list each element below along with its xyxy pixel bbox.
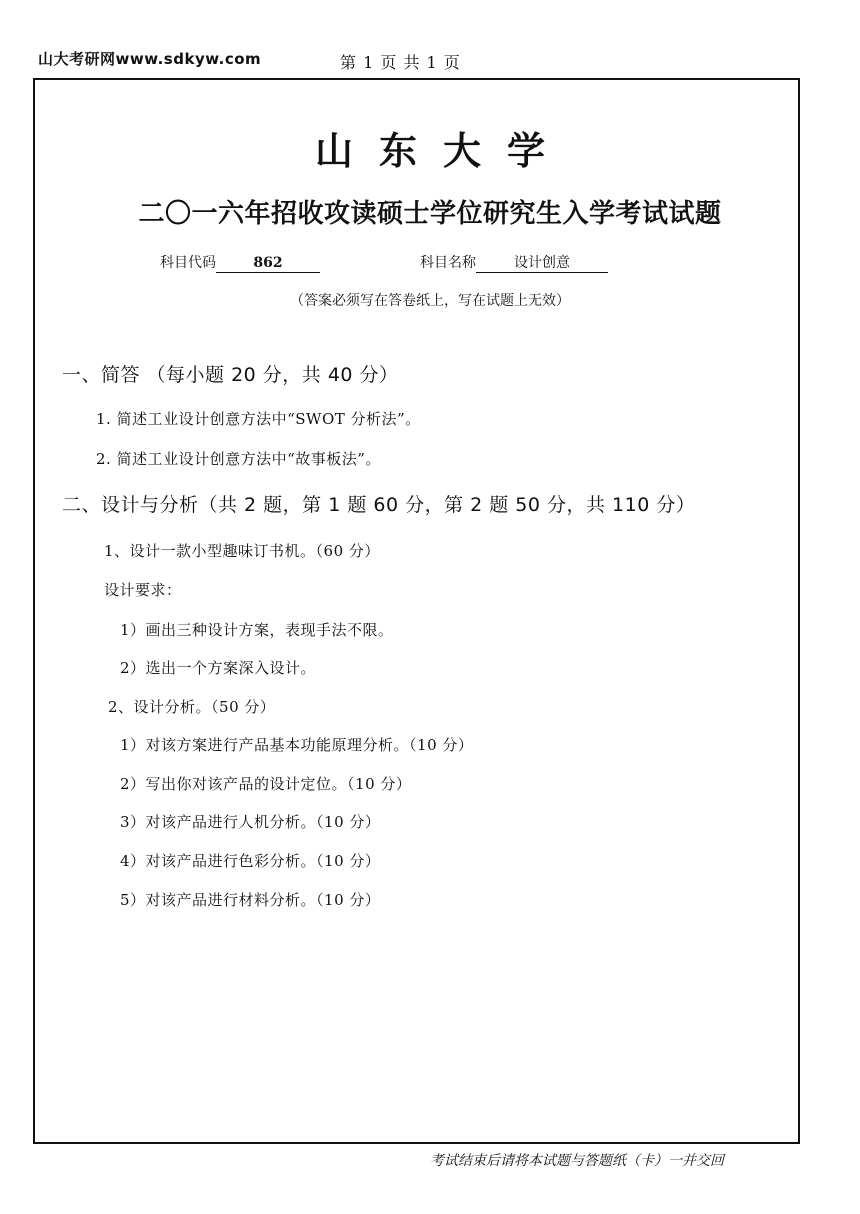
subject-code-label: 科目代码 <box>160 255 216 271</box>
answer-note: （答案必须写在答卷纸上，写在试题上无效） <box>290 293 570 309</box>
analysis-item: 4）对该产品进行色彩分析。（10 分） <box>120 852 381 870</box>
subject-name-label: 科目名称 <box>420 255 476 271</box>
footer-note: 考试结束后请将本试题与答题纸（卡）一并交回 <box>430 1153 724 1169</box>
subject-code-value: 862 <box>216 255 320 273</box>
section1-item: 1. 简述工业设计创意方法中“SWOT 分析法”。 <box>96 410 421 428</box>
subject-code <box>160 252 320 273</box>
question-1: 1、设计一款小型趣味订书机。（60 分） <box>104 542 380 560</box>
exam-frame <box>33 78 800 1144</box>
subject-name <box>420 252 608 273</box>
requirement-item: 2）选出一个方案深入设计。 <box>120 659 317 677</box>
analysis-item: 1）对该方案进行产品基本功能原理分析。（10 分） <box>120 736 474 754</box>
university-title: 山东大学 <box>314 129 571 173</box>
analysis-item: 2）写出你对该产品的设计定位。（10 分） <box>120 775 412 793</box>
section1-item: 2. 简述工业设计创意方法中“故事板法”。 <box>96 450 381 468</box>
analysis-item: 3）对该产品进行人机分析。（10 分） <box>120 813 381 831</box>
section2-heading: 二、设计与分析（共 2 题，第 1 题 60 分，第 2 题 50 分，共 110 分） <box>62 494 696 516</box>
question-2: 2、设计分析。（50 分） <box>108 698 276 716</box>
requirements-label: 设计要求： <box>104 581 182 599</box>
exam-subtitle: 二〇一六年招收攻读硕士学位研究生入学考试试题 <box>138 199 722 229</box>
site-watermark: 山大考研网www.sdkyw.com <box>38 50 262 68</box>
analysis-item: 5）对该产品进行材料分析。（10 分） <box>120 891 381 909</box>
requirement-item: 1）画出三种设计方案，表现手法不限。 <box>120 621 394 639</box>
section1-heading: 一、简答 （每小题 20 分，共 40 分） <box>62 364 399 386</box>
subject-name-value: 设计创意 <box>476 255 608 273</box>
page-indicator: 第 1 页 共 1 页 <box>340 53 461 72</box>
